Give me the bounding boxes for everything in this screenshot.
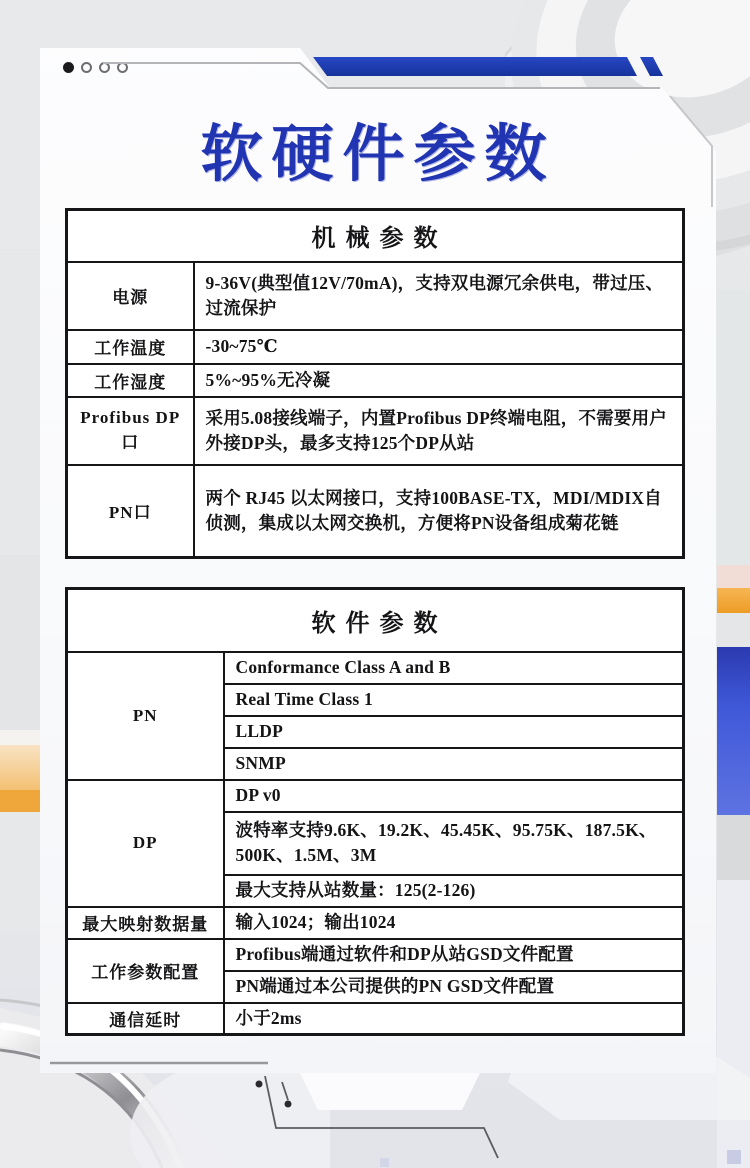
software-params-table	[65, 587, 685, 1036]
table-row	[67, 780, 684, 812]
dot-icon	[99, 62, 110, 73]
param-label-cell: PN口	[67, 465, 194, 558]
mechanical-params-table	[65, 208, 685, 559]
table-row	[67, 262, 684, 330]
page-title: 软硬件参数	[200, 121, 556, 189]
left-strip-gray-2	[0, 812, 40, 932]
param-label-cell: DP	[67, 780, 224, 907]
param-label-cell: Profibus DP口	[67, 397, 194, 465]
param-label-cell: 最大映射数据量	[67, 907, 224, 939]
right-strip-gray-2	[717, 613, 750, 647]
param-value-cell: 最大支持从站数量：125(2-126)	[224, 875, 684, 907]
param-value-cell: PN端通过本公司提供的PN GSD文件配置	[224, 971, 684, 1003]
left-strip-orange-light	[0, 745, 40, 790]
param-value-cell: SNMP	[224, 748, 684, 780]
dot-icon	[81, 62, 92, 73]
param-label-cell: 通信延时	[67, 1003, 224, 1035]
param-label-cell: 工作湿度	[67, 364, 194, 397]
right-strip-pink	[717, 565, 750, 588]
left-strip-gray	[0, 555, 40, 730]
param-value-cell: -30~75℃	[194, 330, 684, 364]
param-value-cell: 9-36V(典型值12V/70mA)，支持双电源冗余供电，带过压、过流保护	[194, 262, 684, 330]
table-row	[67, 465, 684, 558]
left-strip-orange	[0, 790, 40, 812]
right-strip-blue	[717, 647, 750, 815]
table-title-cell: 软件参数	[67, 589, 684, 652]
left-strip-white	[0, 730, 40, 745]
table-row	[67, 330, 684, 364]
param-label-cell: PN	[67, 652, 224, 780]
param-value-cell: 5%~95%无冷凝	[194, 364, 684, 397]
param-value-cell: 输入1024；输出1024	[224, 907, 684, 939]
dot-filled-icon	[63, 62, 74, 73]
param-label-cell: 工作温度	[67, 330, 194, 364]
param-label-cell: 工作参数配置	[67, 939, 224, 1003]
param-value-cell: 两个 RJ45 以太网接口，支持100BASE-TX，MDI/MDIX自侦测，集成以太网交换机，方便将PN设备组成菊花链	[194, 465, 684, 558]
param-value-cell: Conformance Class A and B	[224, 652, 684, 684]
right-strip-lavender	[717, 880, 750, 1168]
table-row	[67, 907, 684, 939]
table-title-cell: 机械参数	[67, 210, 684, 262]
param-value-cell: 波特率支持9.6K、19.2K、45.45K、95.75K、187.5K、500K、1.5M、3M	[224, 812, 684, 875]
param-value-cell: Real Time Class 1	[224, 684, 684, 716]
table-row	[67, 364, 684, 397]
dot-icon	[117, 62, 128, 73]
table-row	[67, 1003, 684, 1035]
right-strip-gray	[717, 290, 750, 565]
param-value-cell: LLDP	[224, 716, 684, 748]
param-value-cell: DP v0	[224, 780, 684, 812]
table-row	[67, 652, 684, 684]
param-value-cell: Profibus端通过软件和DP从站GSD文件配置	[224, 939, 684, 971]
right-strip-orange	[717, 588, 750, 613]
right-strip-gray-3	[717, 815, 750, 880]
table-row	[67, 397, 684, 465]
param-label-cell: 电源	[67, 262, 194, 330]
table-row	[67, 939, 684, 971]
header-dots	[63, 62, 128, 73]
param-value-cell: 小于2ms	[224, 1003, 684, 1035]
param-value-cell: 采用5.08接线端子，内置Profibus DP终端电阻，不需要用户外接DP头，最多支持125个DP从站	[194, 397, 684, 465]
